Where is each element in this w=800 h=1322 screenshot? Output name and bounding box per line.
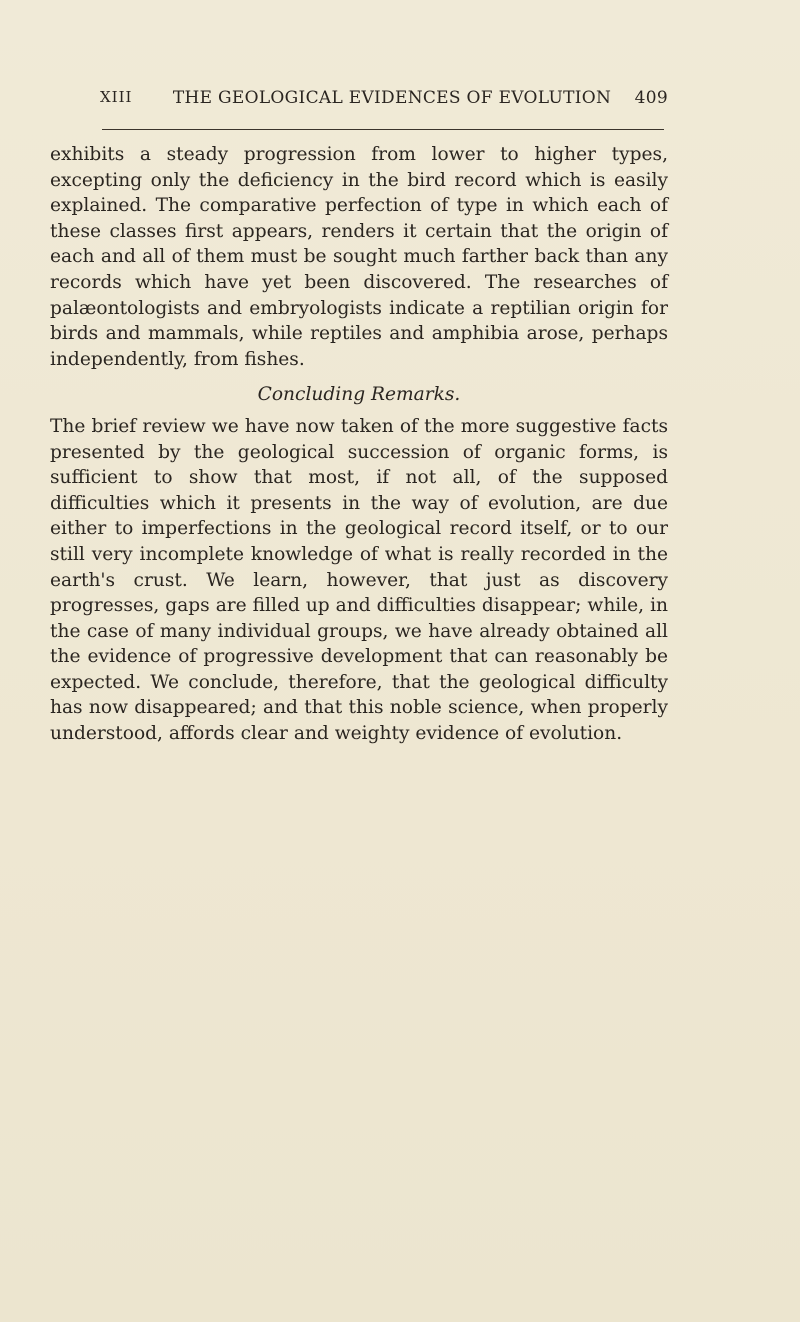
paragraph-2: The brief review we have now taken of the more suggestive facts presented by the geological succession of organic forms, is sufficient to show that most, if not all, of the supposed difficulties which it presents in the way of evolution, are due either to imperfections in the geological record itself, or to our still very incomplete knowledge of what is really recorded in the earth's crust. We learn, however, that just as discovery progresses, gaps are filled up and difficulties disappear; while, in the case of many individual groups, we have already obtained all the evidence of progressive development that can reasonably be expected. We conclude, therefore, that the geological difficulty has now disappeared; and that this noble science, when properly understood, affords clear and weighty evidence of evolution. xyxy=(50,415,668,745)
chapter-number: XIII xyxy=(100,88,133,106)
paragraph-1: exhibits a steady progression from lower to higher types, excepting only the deficiency in the bird record which is easily explained. The comparative perfection of type in which each of these classes first appears, renders it certain that the origin of each and all of them must be sought much farther back than any records which have yet been discovered. The researches of palæontologists and embryologists indicate a reptilian origin for birds and mammals, while reptiles and amphibia arose, perhaps independently, from fishes. xyxy=(50,144,668,370)
running-title: THE GEOLOGICAL EVIDENCES OF EVOLUTION xyxy=(172,88,612,108)
running-head xyxy=(100,88,668,112)
section-heading: Concluding Remarks. xyxy=(257,384,461,406)
header-rule xyxy=(102,129,664,130)
page-number: 409 xyxy=(634,88,668,108)
body-text xyxy=(50,142,668,747)
